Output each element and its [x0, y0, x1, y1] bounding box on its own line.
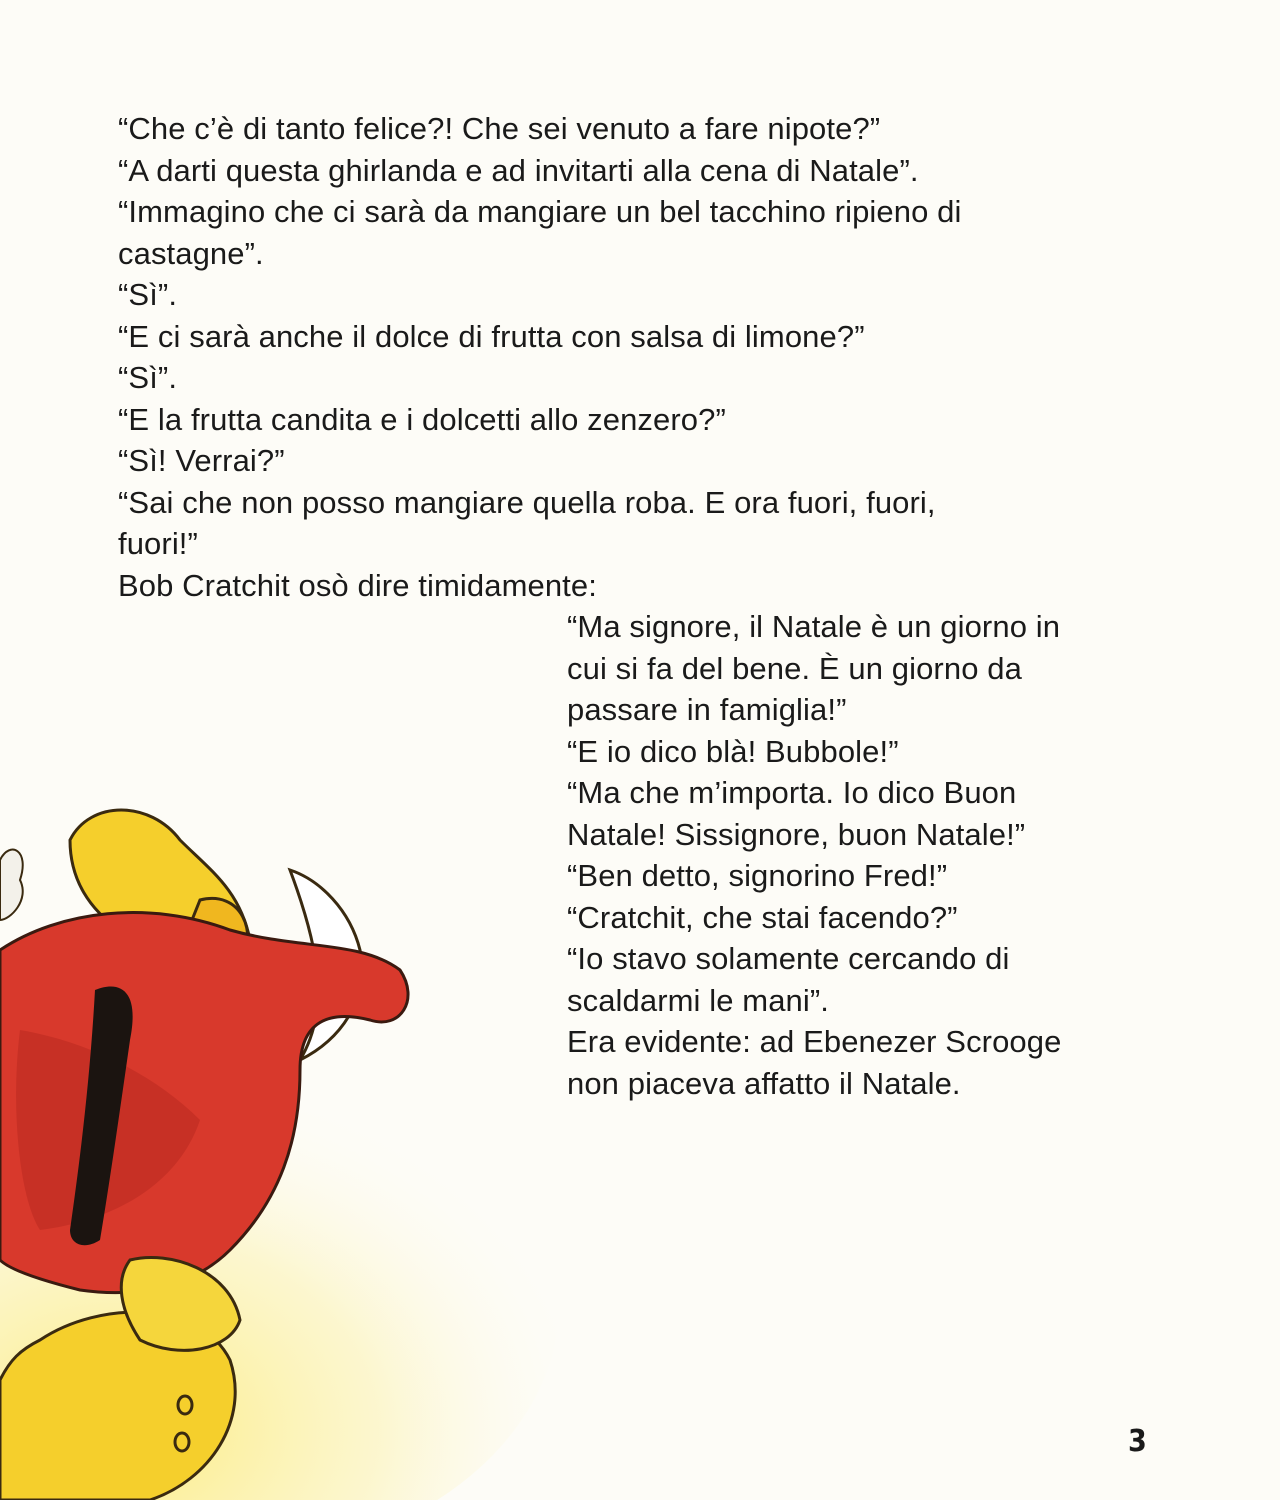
text-line: “Io stavo solamente cercando di — [567, 941, 1010, 976]
text-line: Bob Cratchit osò dire timidamente: — [118, 567, 597, 603]
text-line: passare in famiglia!” — [567, 692, 847, 727]
text-line: “Ben detto, signorino Fred!” — [567, 858, 948, 893]
dialogue-right-column — [567, 606, 1207, 1104]
text-line: “Ma signore, il Natale è un giorno in — [567, 609, 1061, 644]
text-line: “Che c’è di tanto felice?! Che sei venuto a fare nipote?” — [118, 111, 881, 146]
text-line: “E la frutta candita e i dolcetti allo zenzero?” — [118, 401, 726, 437]
text-line: “A darti questa ghirlanda e ad invitarti alla cena di Natale”. — [118, 152, 919, 188]
text-line: “Sì! Verrai?” — [118, 443, 285, 478]
text-line: castagne”. — [118, 235, 264, 271]
white-cuff — [0, 850, 23, 920]
text-line: Era evidente: ad Ebenezer Scrooge — [567, 1024, 1062, 1059]
text-line: “Sai che non posso mangiare quella roba. E ora fuori, fuori, — [118, 484, 936, 520]
page-number: 3 — [1128, 1424, 1147, 1459]
text-line: “Sì”. — [118, 277, 178, 312]
text-line: “Cratchit, che stai facendo?” — [567, 899, 958, 935]
text-line: “Immagino che ci sarà da mangiare un bel tacchino ripieno di — [118, 194, 962, 229]
dialogue-top — [118, 108, 1178, 606]
text-line: “E io dico blà! Bubbole!” — [567, 733, 899, 769]
text-line: non piaceva affatto il Natale. — [567, 1065, 961, 1101]
text-line: “E ci sarà anche il dolce di frutta con salsa di limone?” — [118, 318, 865, 354]
text-line: “Ma che m’importa. Io dico Buon — [567, 775, 1017, 810]
text-line: cui si fa del bene. È un giorno da — [567, 650, 1022, 686]
text-line: scaldarmi le mani”. — [567, 982, 830, 1018]
text-line: fuori!” — [118, 526, 198, 561]
duck-illustration — [0, 780, 560, 1500]
text-line: “Sì”. — [118, 360, 178, 395]
text-line: Natale! Sissignore, buon Natale!” — [567, 816, 1026, 852]
